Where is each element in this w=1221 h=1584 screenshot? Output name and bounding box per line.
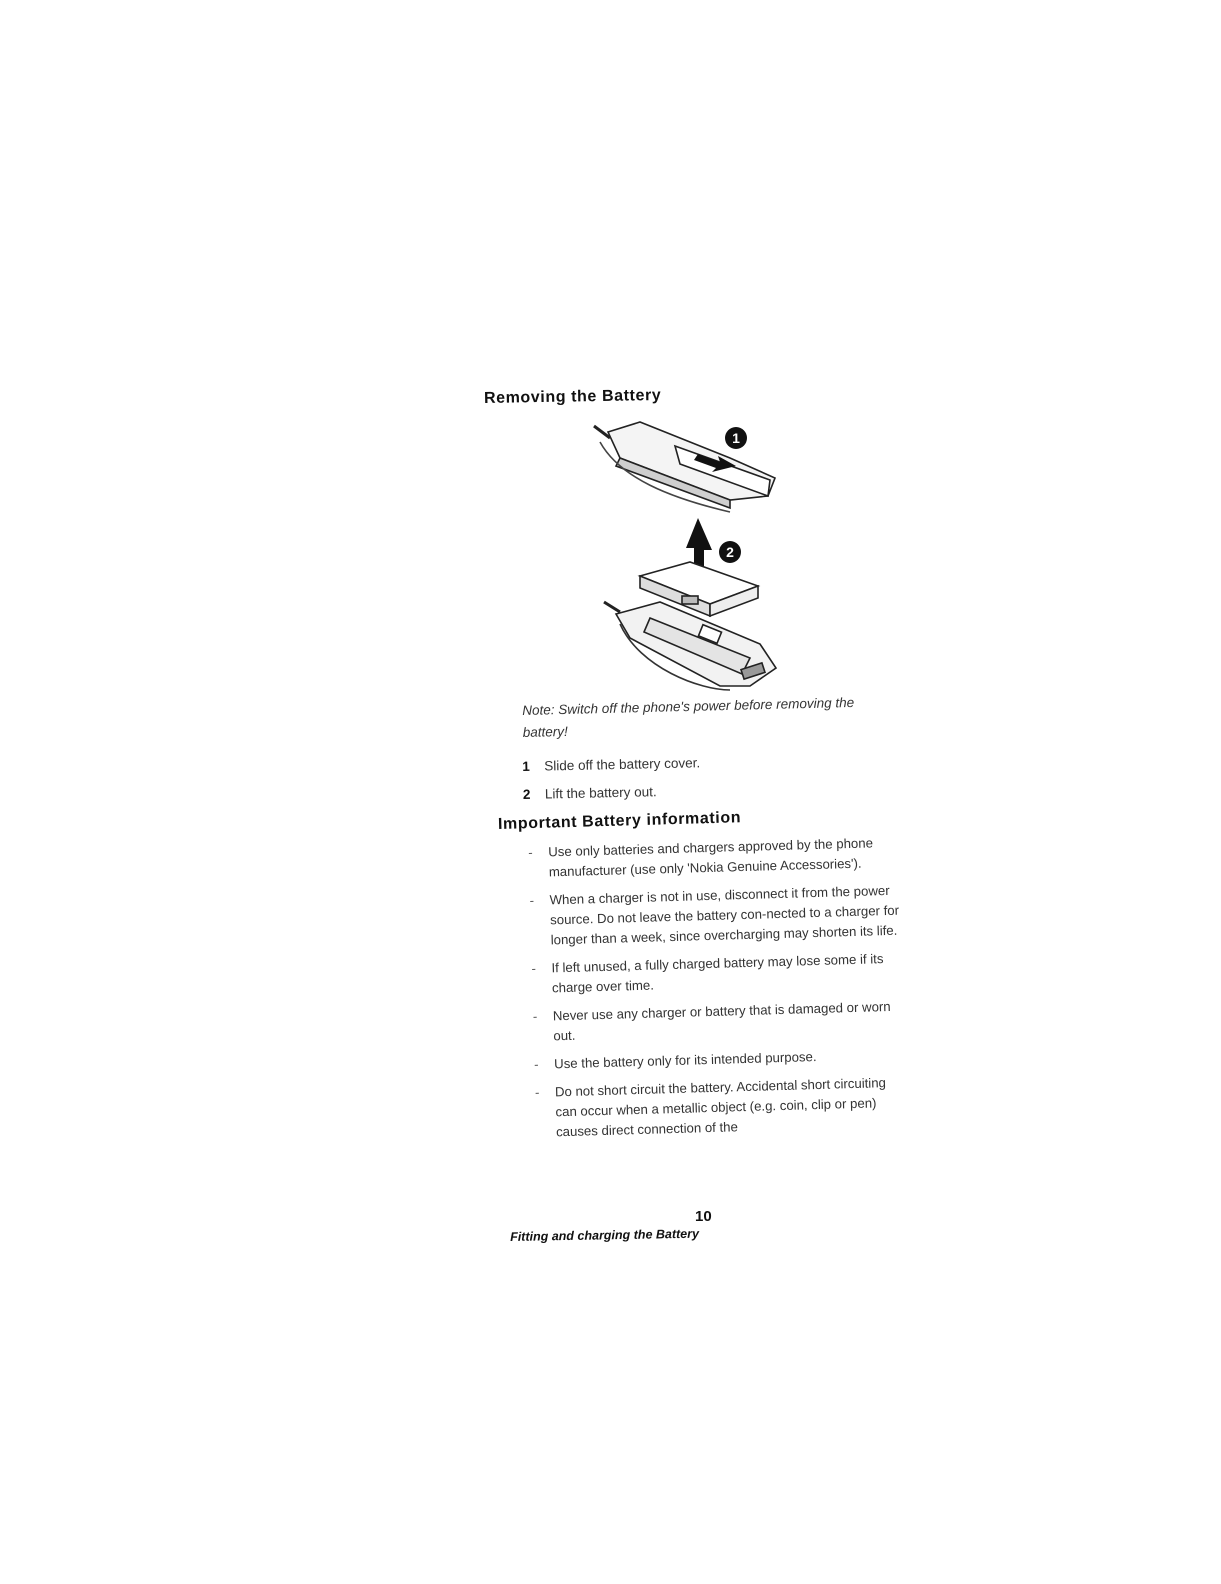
bullet-text: Do not short circuit the battery. Accidental short circuiting can occur when a metallic object (e.g. coin, clip or pen) causes direct connection of the [554, 1075, 887, 1140]
list-item [529, 881, 901, 951]
bullet-dash: - [533, 1056, 539, 1072]
step-text: Lift the battery out. [544, 783, 657, 802]
bullet-text: Never use any charger or battery that is damaged or worn out. [552, 998, 891, 1044]
svg-text:2: 2 [726, 544, 734, 560]
removal-steps [522, 744, 883, 808]
bullet-dash: - [528, 844, 533, 860]
step-2-badge [719, 541, 741, 563]
footer-chapter-title: Fitting and charging the Battery [510, 1226, 700, 1244]
bullet-text: Use only batteries and chargers approved by the phone manufacturer (use only 'Nokia Genuine Accessories'). [548, 835, 874, 880]
bullet-text: If left unused, a fully charged battery may lose some if its charge over time. [551, 951, 884, 996]
phone-with-cover-drawing [594, 422, 775, 512]
list-item [535, 1073, 907, 1143]
list-item [533, 997, 904, 1047]
note-text: Note: Switch off the phone's power before removing the battery! [522, 694, 855, 740]
battery-removal-illustration [580, 418, 790, 700]
step-number: 1 [522, 758, 530, 774]
section-heading-removing-battery: Removing the Battery [483, 386, 662, 407]
battery-info-list [528, 833, 906, 1151]
svg-text:1: 1 [732, 430, 740, 446]
phone-body-drawing [604, 602, 776, 690]
bullet-dash: - [532, 1008, 538, 1024]
section-heading-battery-information: Important Battery information [497, 809, 742, 833]
bullet-text: Use the battery only for its intended purpose. [553, 1049, 817, 1072]
bullet-dash: - [531, 960, 537, 976]
bullet-dash: - [529, 892, 535, 908]
list-item [534, 1045, 904, 1075]
list-item [528, 833, 899, 883]
bullet-text: When a charger is not in use, disconnect it from the power source. Do not leave the battery con-nected to a charger for longer than a week, since overcharging may shorten its life. [549, 882, 900, 948]
step-text: Slide off the battery cover. [544, 754, 701, 774]
bullet-dash: - [534, 1084, 540, 1100]
page-number: 10 [695, 1208, 712, 1225]
step-1-badge [725, 427, 747, 449]
step-number: 2 [522, 786, 531, 802]
list-item [531, 949, 902, 999]
